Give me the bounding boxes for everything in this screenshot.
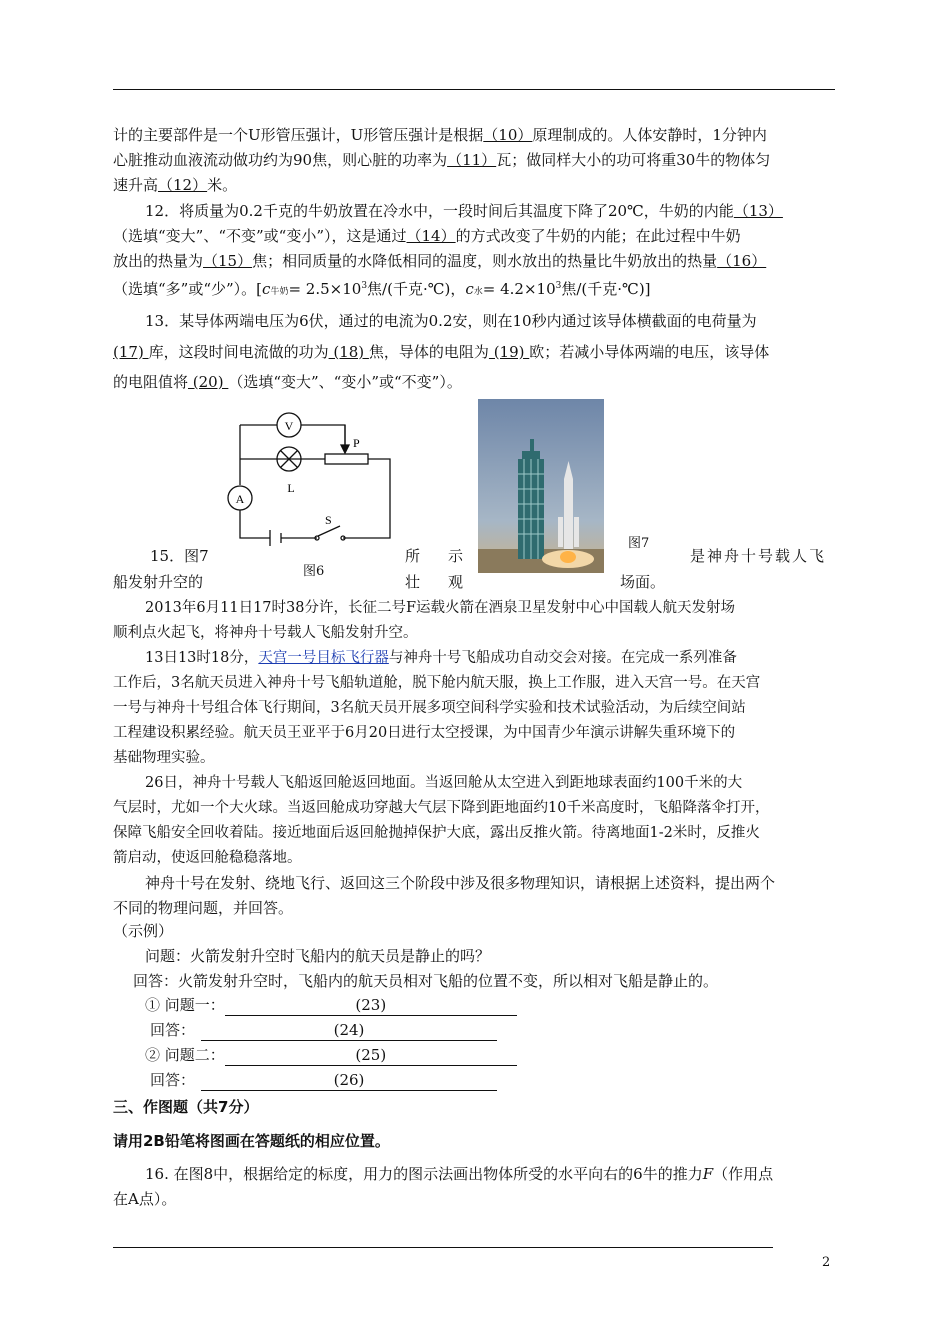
example-label: （示例） [113,922,174,940]
section-3-instruction: 请用2B铅笔将图画在答题纸的相应位置。 [113,1132,390,1150]
example-answer: 回答：火箭发射升空时，飞船内的航天员相对飞船的位置不变，所以相对飞船是静止的。 [133,972,719,990]
label-v: V [284,419,294,433]
blank-14: （14） [406,227,456,245]
q15-line-2d: 场面。 [620,573,666,591]
passage-p1-line-1: 2013年6月11日17时38分许，长征二号F运载火箭在酒泉卫星发射中心中国载人航天发射场 [145,600,736,616]
passage-p2-line-3: 一号与神舟十号组合体飞行期间，3名航天员开展多项空间科学实验和技术试验活动，为后续空间站 [113,700,746,716]
passage-p1-line-2: 顺利点火起飞，将神舟十号载人飞船发射升空。 [113,625,418,641]
blank-12: （12） [158,176,208,194]
footer-rule [113,1247,773,1248]
example-question: 问题：火箭发射升空时飞船内的航天员是静止的吗？ [145,947,491,965]
passage-p3-line-3: 保障飞船安全回收着陆。接近地面后返回舱抛掉保护大底，露出反推火箭。待离地面1-2米时，反推火 [113,825,760,841]
q15-line-2c: 观 [448,573,464,591]
answer-blank-24[interactable]: (24) [201,1020,497,1041]
blank-19: (19) [488,343,530,361]
q12-line-4: （选填“多”或“少”）。[c牛奶= $2.5\times 10^3$焦/(千克·℃)，c水= $4.2\times 10^3$焦/(千克·℃)] [113,280,651,298]
q16-line-1: 16. 在图8中，根据给定的标度，用力的图示法画出物体所受的水平向右的6牛的推力F（作用点 [145,1165,774,1183]
tiangong-link[interactable]: 天宫一号目标飞行器 [258,650,389,666]
passage-p2-line-2: 工作后，3名航天员进入神舟十号飞船轨道舱，脱下舱内航天服，换上工作服，进入天宫一号。在天宫 [113,675,761,691]
question-2-row: ② 问题二： (25) [145,1043,867,1068]
pressure-line-1: 计的主要部件是一个U形管压强计，U形管压强计是根据（10）原理制成的。人体安静时，1分钟内 [113,126,767,144]
figure-6-caption: 图6 [303,564,325,579]
page-number: 2 [822,1255,831,1270]
blank-11: （11） [447,151,497,169]
q12-line-2: （选填“变大”、“不变”或“变小”），这是通过（14）的方式改变了牛奶的内能；在此过程中牛奶 [113,227,741,245]
passage-p2-line-4: 工程建设积累经验。航天员王亚平于6月20日进行太空授课，为中国青少年演示讲解失重环境下的 [113,725,736,741]
blank-16: （16） [717,252,767,270]
answer-blank-26[interactable]: (26) [201,1070,497,1091]
q15-line-1d: 是神舟十号载人飞 [690,547,827,565]
passage-p3-line-4: 箭启动，使返回舱稳稳落地。 [113,850,302,866]
answer-blank-25[interactable]: (25) [225,1045,517,1066]
pressure-line-3: 速升高（12）米。 [113,176,238,194]
answer-blank-23[interactable]: (23) [225,995,517,1016]
blank-18: (18) [328,343,369,361]
pressure-line-2: 心脏推动血液流动做功约为90焦，则心脏的功率为（11）瓦；做同样大小的功可将重30牛的物体匀 [113,151,771,169]
rheostat-icon [325,454,368,464]
passage-p3-line-1: 26日，神舟十号载人飞船返回舱返回地面。当返回舱从太空进入到距地球表面约100千米的大 [145,775,743,791]
q12-line-3: 放出的热量为（15）焦；相同质量的水降低相同的温度，则水放出的热量比牛奶放出的热量（16） [113,252,767,270]
q12-line-1: 12．将质量为0.2千克的牛奶放置在冷水中，一段时间后其温度下降了20℃，牛奶的内能（13） [145,202,783,220]
answer-2-row: 回答： (26) [150,1068,872,1093]
label-l: L [287,481,295,495]
passage-p4-line-2: 不同的物理问题，并回答。 [113,899,294,917]
label-p: P [353,436,360,450]
passage-p2-line-1: 13日13时18分，天宫一号目标飞行器与神舟十号飞船成功自动交会对接。在完成一系列准备 [145,650,737,666]
question-1-row: ① 问题一： (23) [145,993,867,1018]
answer-1-row: 回答： (24) [150,1018,872,1043]
figure-6-circuit [225,405,395,555]
label-a: A [235,492,245,506]
blank-15: （15） [203,252,253,270]
q15-line-1b: 所 [405,547,421,565]
blank-17: (17) [113,343,149,361]
section-3-title: 三、作图题（共7分） [113,1098,259,1116]
q13-line-1: 13．某导体两端电压为6伏，通过的电流为0.2安，则在10秒内通过该导体横截面的电荷量为 [145,312,757,330]
blank-20: (20) [188,373,229,391]
passage-p3-line-2: 气层时，尤如一个大火球。当返回舱成功穿越大气层下降到距地面约10千米高度时，飞船降落伞打开， [113,800,770,816]
figure-7-rocket-photo [478,399,604,573]
passage-p4-line-1: 神舟十号在发射、绕地飞行、返回这三个阶段中涉及很多物理知识，请根据上述资料，提出两个 [145,874,776,892]
q13-line-2: (17) 库，这段时间电流做的功为 (18) 焦，导体的电阻为 (19) 欧；若减小导体两端的电压，该导体 [113,343,770,361]
blank-10: （10） [483,126,533,144]
blank-13: （13） [733,202,783,220]
passage-p2-line-5: 基础物理实验。 [113,750,215,766]
q15-line-2a: 船发射升空的 [113,573,204,591]
q13-line-3: 的电阻值将 (20) （选填“变大”、“变小”或“不变”）。 [113,373,462,391]
battery-icon [270,530,281,546]
header-rule [113,89,835,90]
q15-line-2b: 壮 [405,573,421,591]
q15-line-1c: 示 [448,547,464,565]
circuit-wire [240,425,390,538]
q16-line-2: 在A点）。 [113,1190,177,1208]
figure-7-caption: 图7 [628,536,650,551]
q15-line-1a: 15．图7 [150,547,209,565]
label-s: S [325,513,332,527]
